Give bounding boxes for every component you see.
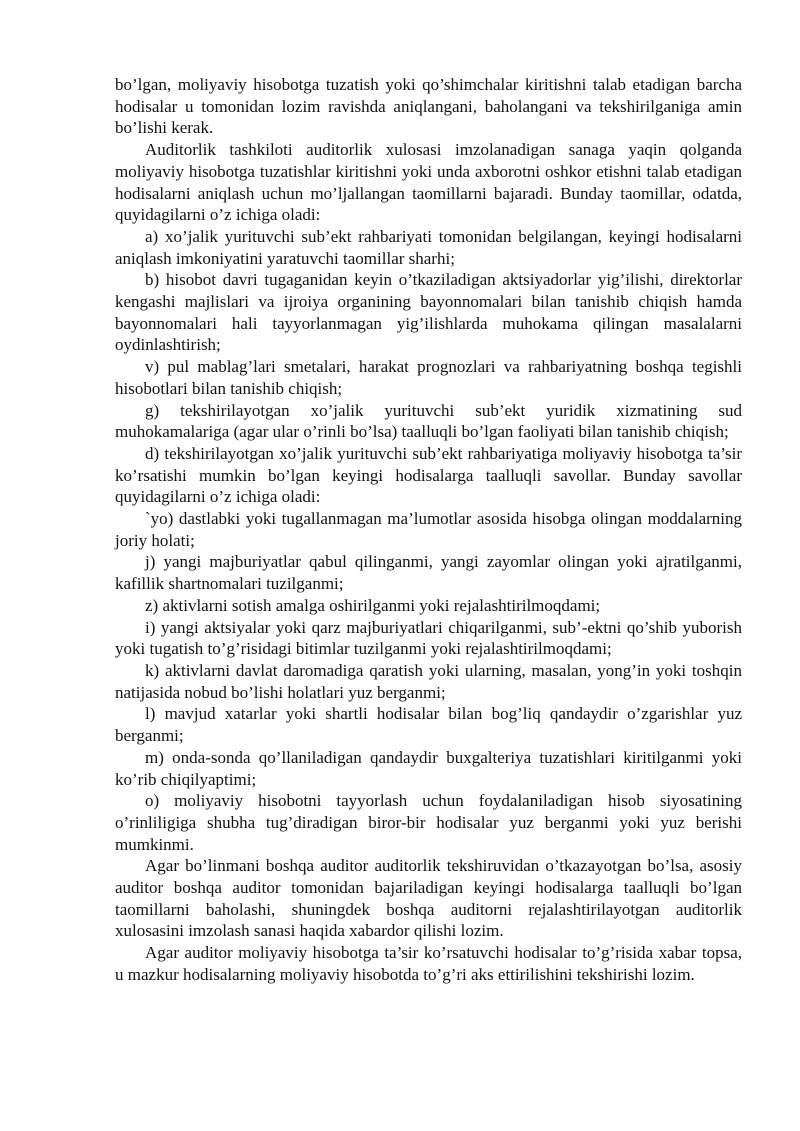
paragraph: Agar bo’linmani boshqa auditor auditorlik tekshiruvidan o’tkazayotgan bo’lsa, asosiy auditor boshqa auditor tomonidan bajariladigan keyingi hodisalarga taalluqli bo’lgan taomillarni baholashi, shuningdek boshqa auditorni rejalashtirilayotgan auditorlik xulosasini imzolash sanasi haqida xabardor qilishi lozim. [115,856,742,941]
paragraph: k) aktivlarni davlat daromadiga qaratish yoki ularning, masalan, yong’in yoki toshqin natijasida nobud bo’lishi holatlari yuz berganmi; [115,660,742,702]
paragraph: g) tekshirilayotgan xo’jalik yurituvchi sub’ekt yuridik xizmatining sud muhokamalariga (agar ular o’rinli bo’lsa) taalluqli bo’lgan faoliyati bilan tanishib chiqish; [115,400,742,442]
paragraph: z) aktivlarni sotish amalga oshirilganmi yoki rejalashtirilmoqdami; [145,595,601,615]
paragraph: v) pul mablag’lari smetalari, harakat prognozlari va rahbariyatning boshqa tegishli hisobotlari bilan tanishib chiqish; [115,357,742,398]
paragraph: m) onda-sonda qo’llaniladigan qandaydir buxgalteriya tuzatishlari kiritilganmi yoki ko’rib chiqilyaptimi; [115,747,742,789]
paragraph: j) yangi majburiyatlar qabul qilinganmi, yangi zayomlar olingan yoki ajratilganmi, kafillik shartnomalari tuzilganmi; [115,552,742,594]
paragraph: Agar auditor moliyaviy hisobotga ta’sir ko’rsatuvchi hodisalar to’g’risida xabar topsa, u mazkur hodisalarning moliyaviy hisobotda to’g’ri aks ettirilishini tekshirishi lozim. [115,943,742,984]
paragraph: bo’lgan, moliyaviy hisobotga tuzatish yoki qo’shimchalar kiritishni talab etadigan barcha hodisalar u tomonidan lozim ravishda aniqlangani, baholangani va tekshirilganiga amin bo’lishi kerak. [115,75,742,138]
paragraph: o) moliyaviy hisobotni tayyorlash uchun foydalaniladigan hisob siyosatining o’rinliligiga shubha tug’diradigan biror-bir hodisalar yuz berganmi yoki yuz berishi mumkinmi. [115,791,742,854]
paragraph: b) hisobot davri tugaganidan keyin o’tkaziladigan aktsiyadorlar yig’ilishi, direktorlar kengashi majlislari va ijroiya organining bayonnomalari bilan tanishib chiqish hamda bayonnomalari hali tayyorlanmagan yig’ilishlarda muhokama qilingan masalalarni oydinlashtirish; [115,270,742,355]
paragraph: i) yangi aktsiyalar yoki qarz majburiyatlari chiqarilganmi, sub’-ektni qo’shib yuborish yoki tugatish to’g’risidagi bitimlar tuzilganmi yoki rejalashtirilmoqdami; [115,617,742,659]
paragraph: a) xo’jalik yurituvchi sub’ekt rahbariyati tomonidan belgilangan, keyingi hodisalarni aniqlash imkoniyatini yaratuvchi taomillar sharhi; [115,226,742,268]
paragraph: `yo) dastlabki yoki tugallanmagan ma’lumotlar asosida hisobga olingan moddalarning joriy holati; [115,509,742,550]
paragraph: Auditorlik tashkiloti auditorlik xulosasi imzolanadigan sanaga yaqin qolganda moliyaviy hisobotga tuzatishlar kiritishni yoki unda axborotni oshkor etishni talab etadigan hodisalarni aniqlash uchun mo’ljallangan taomillarni bajaradi. Bunday taomillar, odatda, quyidagilarni o’z ichiga oladi: [115,140,742,225]
document-text [115,74,742,986]
paragraph: l) mavjud xatarlar yoki shartli hodisalar bilan bog’liq qandaydir o’zgarishlar yuz berganmi; [115,704,742,746]
paragraph: d) tekshirilayotgan xo’jalik yurituvchi sub’ekt rahbariyatiga moliyaviy hisobotga ta’sir ko’rsatishi mumkin bo’lgan keyingi hodisalarga taalluqli savollar. Bunday savollar quyidagilarni o’z ichiga oladi: [115,443,742,507]
